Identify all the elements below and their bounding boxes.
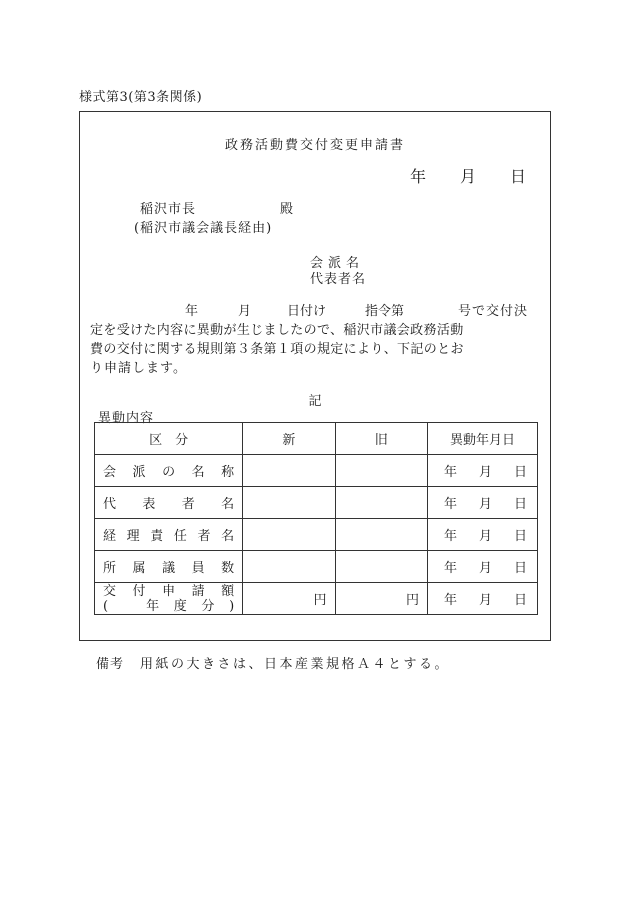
remarks xyxy=(96,653,450,672)
row-date-year: 年 xyxy=(443,561,457,576)
row-date-day: 日 xyxy=(513,465,527,480)
body-text-3: 費の交付に関する規則第３条第１項の規定により、下記のとお xyxy=(90,342,464,357)
ki-heading: 記 xyxy=(308,394,322,409)
row-category xyxy=(95,487,243,519)
row-date-day: 日 xyxy=(513,593,527,608)
row-date-day: 日 xyxy=(513,561,527,576)
header-date: 異動年月日 xyxy=(427,423,537,455)
table-row xyxy=(95,487,538,519)
changes-label: 異動内容 xyxy=(98,411,155,426)
row-new-value xyxy=(243,551,335,583)
table-row xyxy=(95,519,538,551)
header-category: 区 分 xyxy=(95,423,243,455)
body-text-2: 定を受けた内容に異動が生じましたので、稲沢市議会政務活動 xyxy=(90,323,464,338)
grant-amount-label: 交 付 申 請 額 xyxy=(103,583,235,599)
document-title: 政務活動費交付変更申請書 xyxy=(224,138,405,153)
routing-note: (稲沢市議会議長経由) xyxy=(134,221,273,236)
row-date-year: 年 xyxy=(443,465,457,480)
fiscal-year-text: 年 度 分 ) xyxy=(146,598,235,614)
date-year: 年 xyxy=(410,167,427,186)
row-date-day: 日 xyxy=(513,497,527,512)
remarks-text: 用紙の大きさは、日本産業規格Ａ４とする。 xyxy=(140,657,451,672)
representative-name-label: 代表者名 xyxy=(310,272,367,287)
row-category-text: 代 表 者 名 xyxy=(103,497,235,512)
row-old-value xyxy=(335,519,427,551)
header-old: 旧 xyxy=(335,423,427,455)
row-date-day: 日 xyxy=(513,529,527,544)
row-category-text: 会 派 の 名 称 xyxy=(103,465,235,480)
body-line-3 xyxy=(90,340,542,359)
table-row xyxy=(95,551,538,583)
fiscal-year-paren: ( xyxy=(103,598,109,614)
row-new-value xyxy=(243,487,335,519)
faction-name-label: 会派名 xyxy=(310,256,365,271)
row-category xyxy=(95,551,243,583)
row-date xyxy=(427,487,537,519)
row-category-text: 経 理 責 任 者 名 xyxy=(103,529,235,544)
row-category xyxy=(95,583,243,615)
row-old-value xyxy=(335,455,427,487)
new-amount-yen: 円 xyxy=(243,583,335,615)
row-date-month: 月 xyxy=(478,465,492,480)
row-date xyxy=(427,583,537,615)
row-old-value xyxy=(335,551,427,583)
row-old-value xyxy=(335,487,427,519)
row-category-text: 所 属 議 員 数 xyxy=(103,561,235,576)
row-date-month: 月 xyxy=(478,593,492,608)
remarks-label: 備考 xyxy=(96,657,125,672)
body-text-4: り申請します。 xyxy=(90,361,187,376)
fiscal-year-line xyxy=(95,599,242,614)
row-category xyxy=(95,519,243,551)
row-date-month: 月 xyxy=(478,497,492,512)
row-new-value xyxy=(243,519,335,551)
row-category xyxy=(95,455,243,487)
header-new: 新 xyxy=(243,423,335,455)
body-year: 年 xyxy=(185,304,199,319)
body-month: 月 xyxy=(238,304,252,319)
addressee: 稲沢市長 xyxy=(140,202,197,217)
table-row-grant-amount xyxy=(95,583,538,615)
row-date xyxy=(427,519,537,551)
row-date-year: 年 xyxy=(443,593,457,608)
request-body xyxy=(90,302,542,378)
old-amount-yen: 円 xyxy=(335,583,427,615)
body-line-1 xyxy=(90,302,542,321)
row-date-year: 年 xyxy=(443,497,457,512)
table-header-row xyxy=(95,423,538,455)
body-directive-no: 指令第 xyxy=(365,304,405,319)
honorific: 殿 xyxy=(280,202,294,217)
form-number-label: 様式第3(第3条関係) xyxy=(79,90,203,105)
row-date-month: 月 xyxy=(478,561,492,576)
row-date xyxy=(427,455,537,487)
row-date-year: 年 xyxy=(443,529,457,544)
date-day: 日 xyxy=(510,167,527,186)
row-date xyxy=(427,551,537,583)
body-day-attached: 日付け xyxy=(287,304,327,319)
body-number-suffix: 号で交付決 xyxy=(458,304,529,319)
row-new-value xyxy=(243,455,335,487)
table-row xyxy=(95,455,538,487)
application-form xyxy=(79,111,551,641)
date-month: 月 xyxy=(460,167,477,186)
body-line-4 xyxy=(90,359,542,378)
row-date-month: 月 xyxy=(478,529,492,544)
changes-table xyxy=(94,422,538,615)
body-line-2 xyxy=(90,321,542,340)
